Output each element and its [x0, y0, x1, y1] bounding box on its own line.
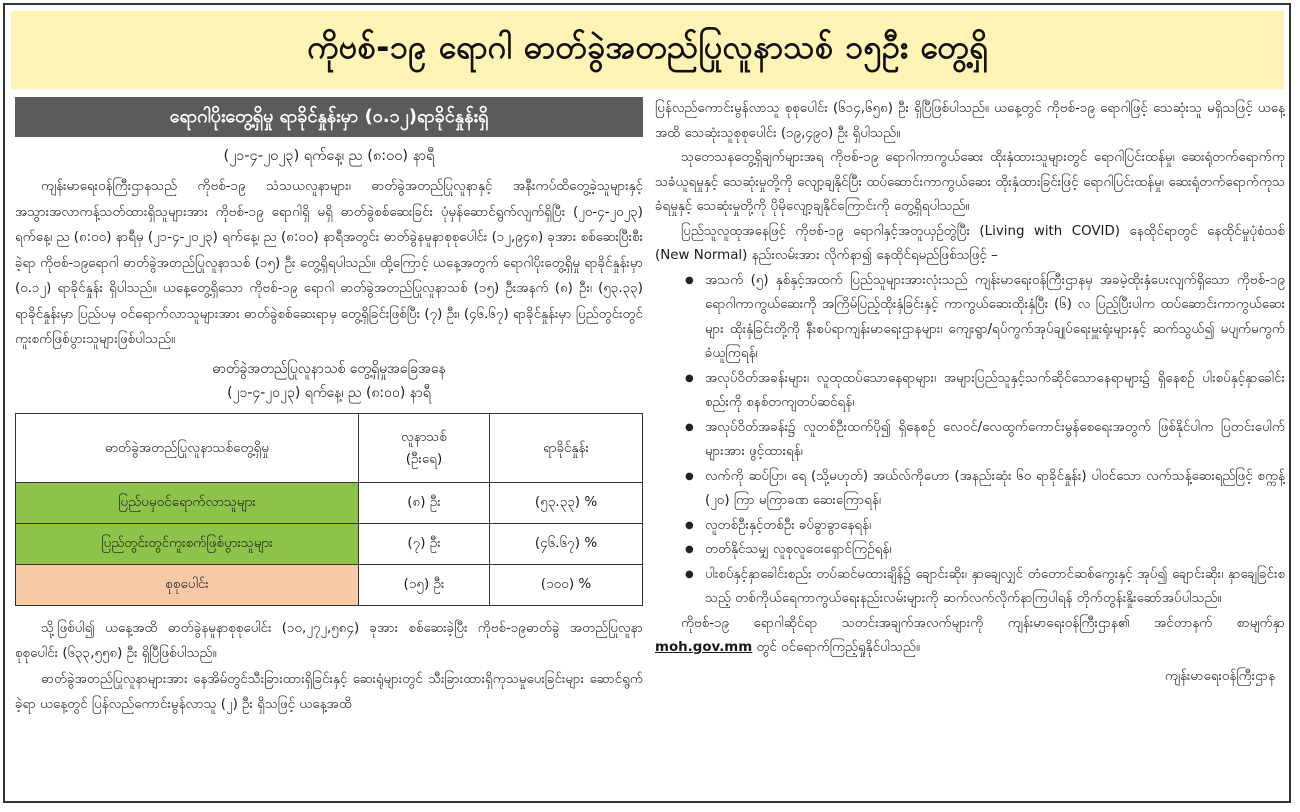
recovery-paragraph: ပြန်လည်ကောင်းမွန်လာသူ စုစုပေါင်း (၆၁၄,၆၅၈) ဦး ရှိပြီဖြစ်ပါသည်။ ယနေ့တွင် ကိုဗစ်-၁၉ ရောဂါဖြင့် သေဆုံးသူ မရှိသဖြင့် ယနေ့အထိ သေဆုံးသူစုစုပေါင်း (၁၉,၄၉၀) ဦး ရှိပါသည်။ [655, 101, 1285, 141]
info-text: ကိုဗစ်-၁၉ ရောဂါဆိုင်ရာ သတင်းအချက်အလက်များကို ကျန်းမာရေးဝန်ကြီးဌာန၏ အင်တာနက် စာမျက်နှာ [681, 615, 1285, 631]
list-item: ● အလုပ်ဝိတ်အခန်းများ၊ လူထုထပ်သောနေရာများ၊ အများပြည်သူနှင့်သက်ဆိုင်သောနေရာများ၌ ရှိနေစဉ် ပါးစပ်နှင့်နှာခေါင်းစည်းကို စနစ်တကျတပ်ဆင်ရန်၊ [685, 367, 1285, 416]
report-date: (၂၁-၄-၂၀၂၃) ရက်နေ့၊ ည (၈:၀၀) နာရီ [223, 148, 435, 164]
list-item: ● လူတစ်ဦးနှင့်တစ်ဦး ခပ်ခွာခွာနေရန်၊ [685, 514, 1285, 539]
header-percent: ရာခိုင်နှုန်း [490, 413, 643, 482]
header-count: လူနာသစ် (ဦးရေ) [359, 413, 490, 482]
page-title: ကိုဗစ်-၁၉ ရောဂါ ဓာတ်ခွဲအတည်ပြုလူနာသစ် ၁၅ဦး တွေ့ရှိ [307, 28, 988, 66]
new-normal-paragraph: ပြည်သူလူထုအနေဖြင့် ကိုဗစ်-၁၉ ရောဂါနှင့်အတူယှဉ်တွဲပြီး (Living with COVID) နေထိုင်ရာတွင် နေထိုင်မှုပုံစံသစ် (New Normal) နည်းလမ်းအား လိုက်နာ၍ နေထိုင်ရမည်ဖြစ်သဖြင့် – [655, 223, 1285, 263]
list-item: ● အလုပ်ဝိတ်အခန်း၌ လူတစ်ဦးထက်ပို၍ ရှိနေစဉ် လေဝင်/လေထွက်ကောင်းမွန်စေရေးအတွက် ဖြစ်နိုင်ပါက ပြတင်းပေါက်များအား ဖွင့်ထားရန်၊ [685, 416, 1285, 465]
table-row [16, 482, 643, 523]
row-count-local: (၇) ဦး [359, 523, 490, 564]
row-percent-imported: (၅၃.၃၃) % [490, 482, 643, 523]
row-count-imported: (၈) ဦး [359, 482, 490, 523]
guideline-list [655, 269, 1285, 612]
case-status-table [15, 413, 643, 606]
intro-paragraph: ကျန်းမာရေးဝန်ကြီးဌာနသည် ကိုဗစ်-၁၉ သံသယလူနာများ၊ ဓာတ်ခွဲအတည်ပြုလူနာနှင့် အနီးကပ်ထိတွေ့ခဲ့သူများနှင့် အသွားအလာကန့်သတ်ထားရှိသူများအား ကိုဗစ်-၁၉ ရောဂါရှိ မရှိ ဓာတ်ခွဲစစ်ဆေးခြင်း ပုံမှန်ဆောင်ရွက်လျက်ရှိပြီး (၂၀-၄-၂၀၂၃) ရက်နေ့၊ ည (၈:၀၀) နာရီမှ (၂၁-၄-၂၀၂၃) ရက်နေ့၊ ည (၈:၀၀) နာရီအတွင်း ဓာတ်ခွဲနမူနာစုစုပေါင်း (၁၂,၉၄၈) ခုအား စစ်ဆေးပြီးစီးခဲ့ရာ ကိုဗစ်-၁၉ရောဂါ ဓာတ်ခွဲအတည်ပြုလူနာသစ် (၁၅) ဦး တွေ့ရှိရပါသည်။ ထို့ကြောင့် ယနေ့အတွက် ရောဂါပိုးတွေ့ရှိမှု ရာခိုင်နှုန်းမှာ (၀.၁၂) ရာခိုင်နှုန်း ရှိပါသည်။ ယနေ့တွေ့ရှိသော ကိုဗစ်-၁၉ ရောဂါ ဓာတ်ခွဲအတည်ပြုလူနာသစ် (၁၅) ဦးအနက် (၈) ဦး၊ (၅၃.၃၃) ရာခိုင်နှုန်းမှာ ပြည်ပမှ ဝင်ရောက်လာသူများအား ဓာတ်ခွဲစစ်ဆေးရာမှ တွေ့ရှိခြင်းဖြစ်ပြီး (၇) ဦး၊ (၄၆.၆၇) ရာခိုင်နှုန်းမှာ ပြည်တွင်းတွင် ကူးစက်ဖြစ်ပွားသူများဖြစ်ပါသည်။ [15, 179, 643, 347]
row-label-local: ပြည်တွင်းတွင်ကူးစက်ဖြစ်ပွားသူများ [16, 523, 359, 564]
table-date: (၂၁-၄-၂၀၂၃) ရက်နေ့၊ ည (၈:၀၀) နာရီ [227, 384, 431, 401]
info-paragraph [655, 612, 1285, 661]
title-banner [11, 11, 1284, 89]
headline-text: ရောဂါပိုးတွေ့ရှိမှု ရာခိုင်နှုန်းမှာ (၀.၁၂)ရာခိုင်နှုန်းရှိ [169, 105, 489, 127]
row-label-total: စုစုပေါင်း [16, 564, 359, 605]
press-release-page [3, 3, 1291, 803]
total-tests-paragraph: သို့ဖြစ်ပါ၍ ယနေ့အထိ ဓာတ်ခွဲနမူနာစုစုပေါင်း (၁၀,၂၇၂,၅၈၄) ခုအား စစ်ဆေးခဲ့ပြီး ကိုဗစ်-၁၉ဓာတ်ခွဲ အတည်ပြုလူနာ စုစုပေါင်း (၆၃၃,၅၅၈) ဦး ရှိပြီဖြစ်ပါသည်။ [15, 620, 643, 661]
row-label-imported: ပြည်ပမှဝင်ရောက်လာသူများ [16, 482, 359, 523]
row-percent-total: (၁၀၀) % [490, 564, 643, 605]
isolation-paragraph: ဓာတ်ခွဲအတည်ပြုလူနာများအား နေအိမ်တွင်သီးခြားထားရှိခြင်းနှင့် ဆေးရုံများတွင် သီးခြားထားရှိကုသမှုပေးခြင်းများ ဆောင်ရွက်ခဲ့ရာ ယနေ့တွင် ပြန်လည်ကောင်းမွန်လာသူ (၂) ဦး ရှိသဖြင့် ယနေ့အထိ [15, 671, 643, 712]
header-category: ဓာတ်ခွဲအတည်ပြုလူနာသစ်တွေ့ရှိမှု [16, 413, 359, 482]
table-header-row [16, 413, 643, 482]
info-suffix: တွင် ဝင်ရောက်ကြည့်ရှုနိုင်ပါသည်။ [756, 640, 920, 655]
research-paragraph: သုတေသနတွေ့ရှိချက်များအရ ကိုဗစ်-၁၉ ရောဂါကာကွယ်ဆေး ထိုးနှံထားသူများတွင် ရောဂါပြင်းထန်မှု၊ ဆေးရုံတက်ရောက်ကုသခံယူရမှုနှင့် သေဆုံးမှုတို့ကို လျော့ချနိုင်ပြီး ထပ်ဆောင်းကာကွယ်ဆေး ထိုးနှံထားခြင်းဖြင့် ရောဂါပြင်းထန်မှု၊ ဆေးရုံတက်ရောက်ကုသခံရမှုနှင့် သေဆုံးမှုတို့ကို ပိုမိုလျော့ချနိုင်ကြောင်းကို တွေ့ရှိရပါသည်။ [655, 150, 1285, 214]
row-percent-local: (၄၆.၆၇) % [490, 523, 643, 564]
row-count-total: (၁၅) ဦး [359, 564, 490, 605]
table-row [16, 564, 643, 605]
ministry-signature: ကျန်းမာရေးဝန်ကြီးဌာန [1164, 668, 1275, 684]
headline-box [15, 97, 643, 137]
table-row [16, 523, 643, 564]
right-column [655, 97, 1285, 797]
table-heading [15, 357, 643, 405]
left-column [15, 97, 643, 797]
table-title: ဓာတ်ခွဲအတည်ပြုလူနာသစ် တွေ့ရှိမှုအခြေအနေ [212, 360, 446, 377]
list-item: ● အသက် (၅) နှစ်နှင့်အထက် ပြည်သူများအားလုံးသည် ကျန်းမာရေးဝန်ကြီးဌာနမှ အခမဲ့ထိုးနှံပေးလျက်ရှိသော ကိုဗစ်-၁၉ ရောဂါကာကွယ်ဆေးကို အကြိမ်ပြည့်ထိုးနှံခြင်းနှင့် ကာကွယ်ဆေးထိုးနှံပြီး (၆) လ ပြည့်ပြီးပါက ထပ်ဆောင်းကာကွယ်ဆေးများ ထိုးနှံခြင်းတို့ကို နီးစပ်ရာကျန်းမာရေးဌာနများ၊ ကျေးရွာ/ရပ်ကွက်အုပ်ချုပ်ရေးမှူးရုံးများနှင့် ဆက်သွယ်၍ မပျက်မကွက်ခံယူကြရန်၊ [685, 269, 1285, 367]
list-item: ● ပါးစပ်နှင့်နှာခေါင်းစည်း တပ်ဆင်မထားချိန်၌ ချောင်းဆိုး၊ နှာချေလျှင် တံတောင်ဆစ်ကွေးနှင့် အုပ်၍ ချောင်းဆိုး၊ နှာချေခြင်းစသည့် တစ်ကိုယ်ရေကာကွယ်ရေးနည်းလမ်းများကို ဆက်လက်လိုက်နာကြပါရန် တိုက်တွန်းနှိုးဆော်အပ်ပါသည်။ [685, 563, 1285, 612]
list-item: ● တတ်နိုင်သမျှ လူစုလူဝေးရှောင်ကြဉ်ရန်၊ [685, 538, 1285, 563]
website-link[interactable]: moh.gov.mm [655, 640, 753, 655]
list-item: ● လက်ကို ဆပ်ပြာ၊ ရေ (သို့မဟုတ်) အယ်လ်ကိုဟော (အနည်းဆုံး ၆၀ ရာခိုင်နှုန်း) ပါဝင်သော လက်သန့်ဆေးရည်ဖြင့် စက္ကန့် (၂၀) ကြာ မကြာခဏ ဆေးကြောရန်၊ [685, 465, 1285, 514]
